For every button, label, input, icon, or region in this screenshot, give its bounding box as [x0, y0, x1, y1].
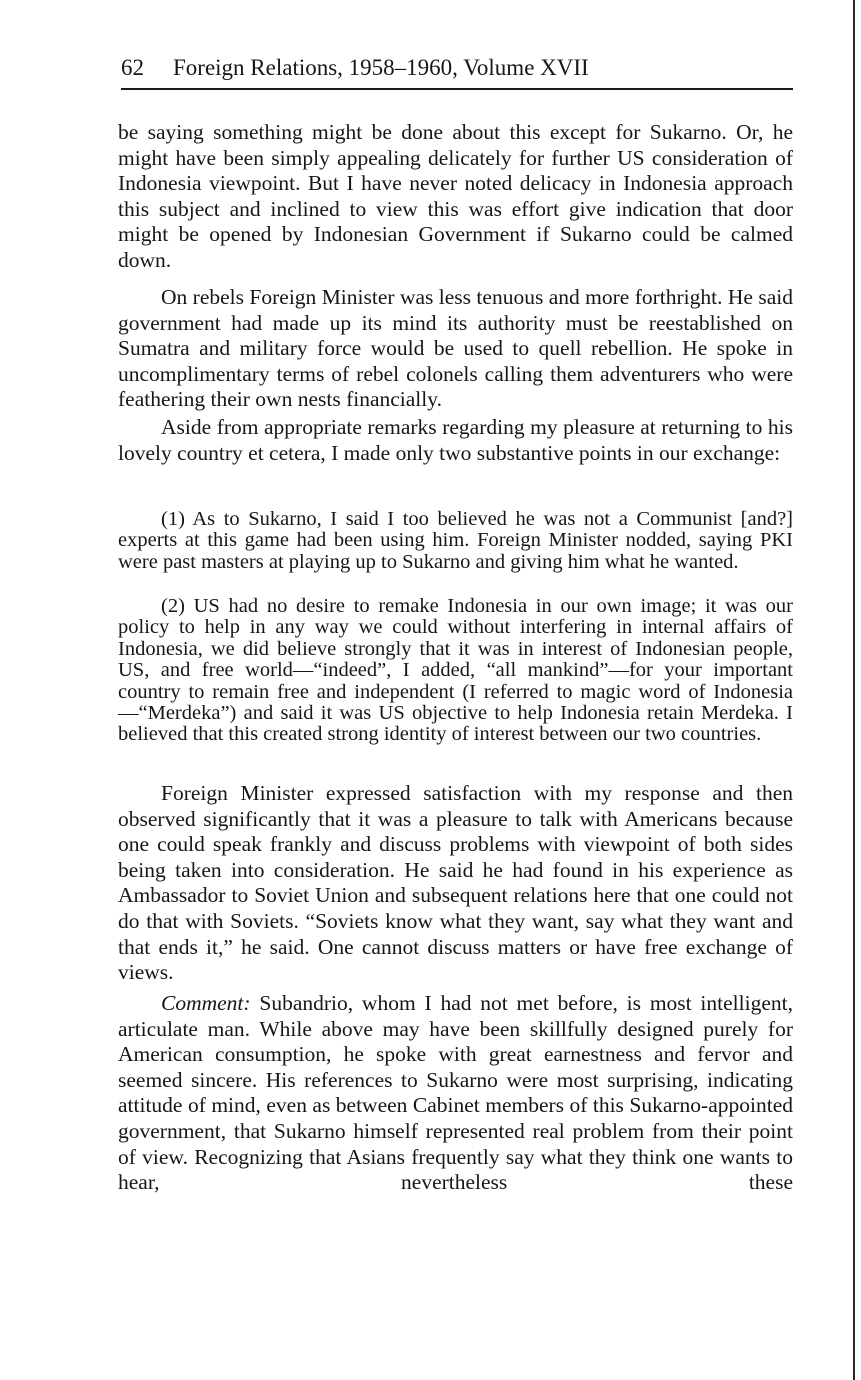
- running-title: Foreign Relations, 1958–1960, Volume XVII: [173, 55, 589, 80]
- point-2-merdeka: (2) US had no desire to remake Indonesia in our own image; it was our policy to help in any way we could without interfering in internal affairs of Indonesia, we did believe strongly that it was in interest of Indonesian people, US, and free world—“indeed”, I added, “all mankind”—for your important country to remain free and independent (I referred to magic word of Indonesia—“Merdeka”) and said it was US objective to help Indonesia retain Merdeka. I believed that this created strong identity of interest between our two countries.: [118, 595, 793, 746]
- page-number: 62: [121, 55, 144, 80]
- point-1-sukarno: (1) As to Sukarno, I said I too believed he was not a Communist [and?] experts at this game had been using him. Foreign Minister nodded, saying PKI were past masters at playing up to Sukarno and giving him what he wanted.: [118, 508, 793, 573]
- comment-label: Comment:: [161, 991, 251, 1015]
- paragraph-satisfaction: Foreign Minister expressed satisfaction with my response and then observed significantly that it was a pleasure to talk with Americans because one could speak frankly and discuss problems with viewpoint of both sides being taken into consideration. He said he had found in his experience as Ambassador to Soviet Union and subsequent relations here that one could not do that with Soviets. “Soviets know what they want, say what they want and that ends it,” he said. One cannot discuss matters or have free exchange of views.: [118, 781, 793, 985]
- comment-text: Subandrio, whom I had not met before, is most intelligent, articulate man. While above may have been skillfully designed purely for American consumption, he spoke with great earnestness and fervor and seemed sincere. His references to Sukarno were most surprising, indicating attitude of mind, even as between Cabinet members of this Sukarno-appointed government, that Sukarno himself represented real problem from their point of view. Recognizing that Asians frequently say what they think one wants to hear, nevertheless these: [118, 991, 793, 1195]
- paragraph-continuation: be saying something might be done about this except for Sukarno. Or, he might have been simply appealing delicately for further US consideration of Indonesia viewpoint. But I have never noted delicacy in Indonesia approach this subject and inclined to view this was effort give indication that door might be opened by Indonesian Government if Sukarno could be calmed down.: [118, 120, 793, 272]
- paragraph-comment: [118, 991, 793, 1196]
- running-header: [121, 54, 793, 90]
- paragraph-rebels: On rebels Foreign Minister was less tenuous and more forthright. He said government had made up its mind its authority must be reestablished on Sumatra and military force would be used to quell rebellion. He spoke in uncomplimentary terms of rebel colonels calling them adventurers who were feathering their own nests financially.: [118, 285, 793, 412]
- paragraph-exchange-intro: Aside from appropriate remarks regarding my pleasure at returning to his lovely country et cetera, I made only two substantive points in our exchange:: [118, 415, 793, 465]
